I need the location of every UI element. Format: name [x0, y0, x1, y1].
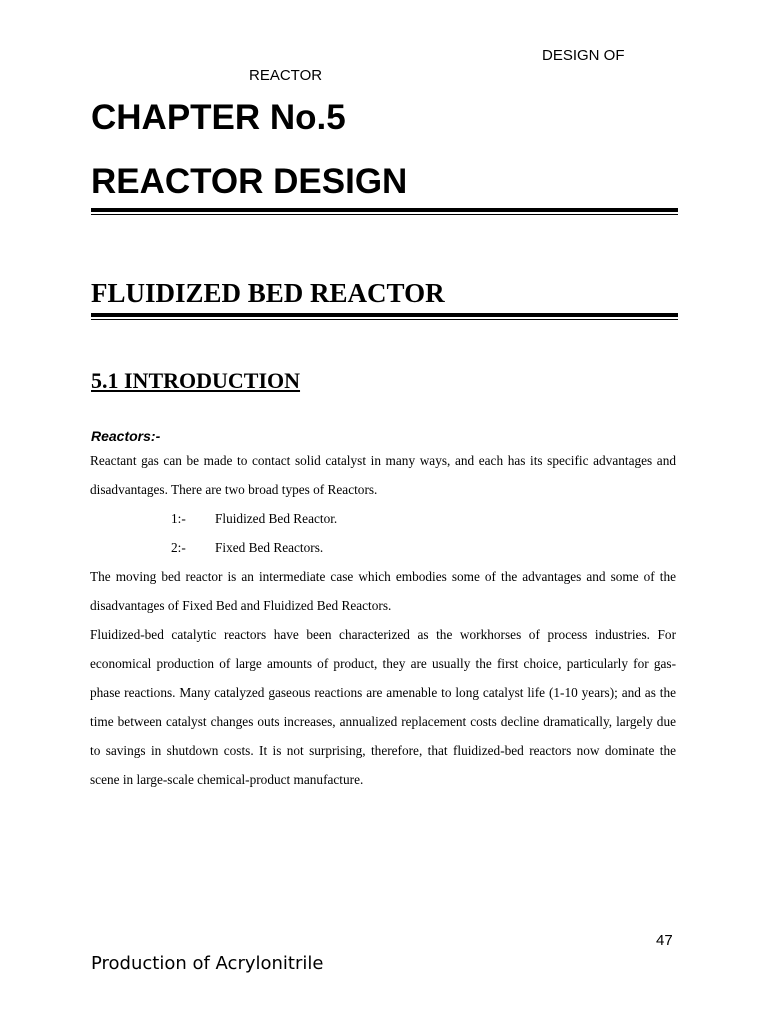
- list-item-1-number: 1:-: [171, 511, 186, 526]
- running-header-line1: DESIGN OF: [542, 47, 625, 64]
- chapter-number: CHAPTER No.5: [91, 98, 346, 137]
- page-number: 47: [656, 932, 673, 949]
- moving-bed-paragraph: The moving bed reactor is an intermediate case which embodies some of the advantages and some of the disadvantages of Fixed Bed and Fluidized Bed Reactors.: [90, 569, 676, 613]
- subsection-title: 5.1 INTRODUCTION: [91, 368, 301, 393]
- list-item-2-text: Fixed Bed Reactors.: [215, 540, 324, 555]
- intro-paragraph: [90, 446, 676, 504]
- list-item-2-number: 2:-: [171, 540, 186, 555]
- list-item-1-text: Fluidized Bed Reactor.: [215, 511, 338, 526]
- section-rule-thick: [91, 313, 678, 317]
- chapter-rule-thick: [91, 208, 678, 212]
- body-paragraphs: [90, 562, 676, 794]
- running-header-line2: REACTOR: [249, 67, 323, 84]
- section-rule-thin: [91, 319, 678, 320]
- section-title: FLUIDIZED BED REACTOR: [91, 278, 445, 308]
- reactors-label: Reactors:-: [91, 428, 161, 444]
- chapter-title: REACTOR DESIGN: [91, 162, 408, 201]
- intro-text: Reactant gas can be made to contact solid catalyst in many ways, and each has its specific advantages and disadvantages. There are two broad types of Reactors.: [90, 453, 676, 497]
- footer-text: Production of Acrylonitrile: [91, 953, 324, 974]
- chapter-rule-thin: [91, 214, 678, 215]
- fluidized-bed-paragraph: Fluidized-bed catalytic reactors have been characterized as the workhorses of process industries. For economical production of large amounts of product, they are usually the first choice, particularly for gas-phase reactions. Many catalyzed gaseous reactions are amenable to long catalyst life (1-10 years); and as the time between catalyst changes outs increases, annualized replacement costs decline dramatically, largely due to savings in shutdown costs. It is not surprising, therefore, that fluidized-bed reactors now dominate the scene in large-scale chemical-product manufacture.: [90, 627, 676, 787]
